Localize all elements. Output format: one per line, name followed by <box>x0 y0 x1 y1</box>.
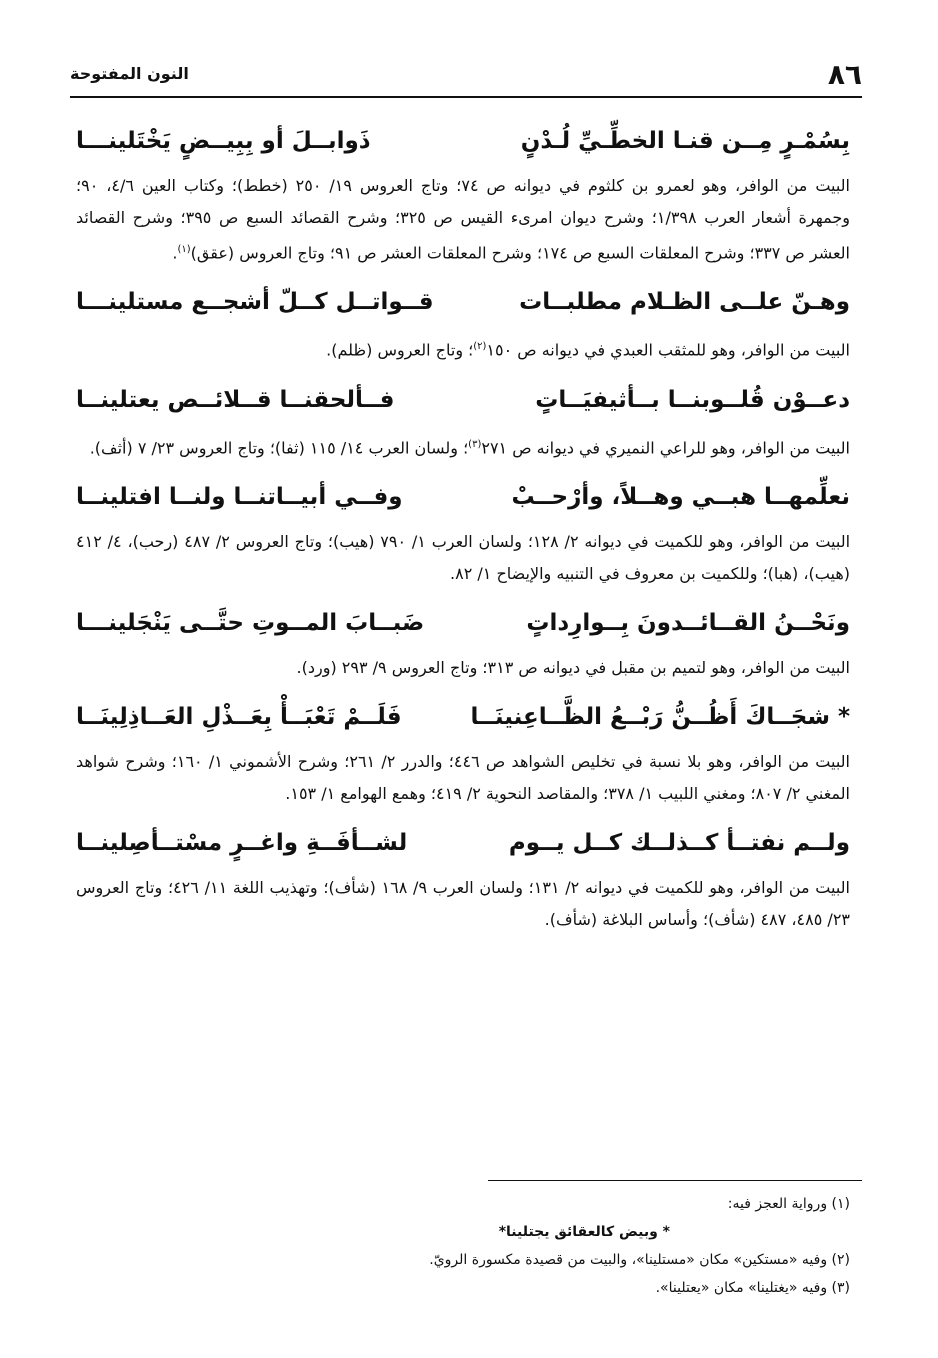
verse-note <box>76 331 850 366</box>
entry <box>76 273 850 366</box>
note-text: البيت من الوافر، وهو لعمرو بن كلثوم في ديوانه ص ٧٤؛ وتاج العروس ١٩/ ٢٥٠ (خطط)؛ وكتاب العين ٤/٦، ٩٠؛ وجمهرة أشعار العرب ١/٣٩٨؛ وشرح ديوان امرىء القيس ص ٣٢٥؛ وشرح القصائد السبع ص ٣٩٥؛ وشرح القصائد العشر ص ٣٣٧؛ وشرح المعلقات السبع ص ١٧٤؛ وشرح المعلقات العشر ص ٩١؛ وتاج العروس (عقق) <box>76 176 851 263</box>
verse <box>76 273 850 331</box>
entry <box>76 468 850 590</box>
note-text: البيت من الوافر، وهو للراعي النميري في ديوانه ص ٢٧١ <box>481 437 850 457</box>
hemistich-first: نعلِّمهــا هبــي وهــلاً، وأرْحــبْ <box>511 483 850 510</box>
entry <box>76 594 850 684</box>
footnote-3: (٣) وفيه «يغتلينا» مكان «يعتلينا». <box>655 1280 850 1296</box>
entry <box>76 112 850 269</box>
hemistich-first: ولــم نفتــأ كــذلــك كــل يــوم <box>508 829 850 856</box>
hemistich-first: ونَحْــنُ القــائــدونَ بِــوارِداتٍ <box>526 609 850 636</box>
hemistich-first: * شجَــاكَ أَظُــنُّ رَبْــعُ الظَّــاعِنينَــا <box>470 703 850 730</box>
hemistich-first: بِسُمْـرٍ مِــن قنـا الخطِّـيِّ لُـدْنٍ <box>520 128 850 154</box>
hemistich-second: لشــأفَــةِ واغــرٍ مسْتــأصِلينــا <box>76 829 408 856</box>
note-text-tail: ؛ وتاج العروس (ظلم). <box>326 340 474 360</box>
hemistich-second: وفــي أبيــاتنــا ولنــا افتلينــا <box>76 483 403 510</box>
running-title: النون المفتوحة <box>70 64 197 83</box>
footnote-ref: (١) <box>177 244 191 255</box>
entry <box>76 814 850 936</box>
hemistich-first: دعــوْن قُلــوبنــا بــأثيفيَــاتٍ <box>535 386 850 413</box>
verse <box>76 594 850 652</box>
verse-note <box>76 429 850 464</box>
hemistich-second: ضَبــابَ المــوتِ حتَّــى يَنْجَلينـــا <box>76 609 425 636</box>
verse-note: البيت من الوافر، وهو للكميت في ديوانه ٢/ ١٣١؛ ولسان العرب ٩/ ١٦٨ (شأف)؛ وتهذيب اللغة ١١/ ٤٢٦؛ وتاج العروس ٢٣/ ٤٨٥، ٤٨٧ (شأف)؛ وأساس البلاغة (شأف). <box>76 877 850 929</box>
footnote-ref: (٢) <box>473 341 487 353</box>
page-header <box>70 56 862 98</box>
hemistich-second: فــألحقنــا قــلائــص يعتلينــا <box>76 386 395 413</box>
footnotes <box>76 1190 850 1302</box>
hemistich-second: فَلَــمْ تَعْبَــأْ بِعَــذْلِ العَــاذِلِينَــا <box>76 703 402 730</box>
page-number: ٨٦ <box>820 58 862 91</box>
verse <box>76 371 850 429</box>
note-text: البيت من الوافر، وهو للمثقب العبدي في ديوانه ص ١٥٠ <box>486 340 850 360</box>
verse <box>76 468 850 526</box>
verse-note: البيت من الوافر، وهو بلا نسبة في تخليص الشواهد ص ٤٤٦؛ والدرر ٢/ ٢٦١؛ وشرح الأشموني ١/ ١٦٠؛ وشرح شواهد المغني ٢/ ٨٠٧؛ ومغني اللبيب ١/ ٣٧٨؛ والمقاصد النحوية ٢/ ٤١٩؛ وهمع الهوامع ١/ ١٥٣. <box>76 751 850 803</box>
hemistich-second: قــواتــل كــلّ أشجــع مستلينـــا <box>76 289 434 316</box>
note-text-tail: ؛ ولسان العرب ١٤/ ١١٥ (ثفا)؛ وتاج العروس ٢٣/ ٧ (أثف). <box>89 437 469 457</box>
hemistich-first: وهـنّ علــى الظـلام مطلبــات <box>519 289 850 316</box>
hemistich-second: ذَوابــلَ أو بِبِيــضٍ يَخْتَلينـــا <box>76 128 371 154</box>
verse <box>76 112 850 170</box>
footnote-divider <box>488 1180 862 1181</box>
footnote-2: (٢) وفيه «مستكين» مكان «مستلينا»، والبيت من قصيدة مكسورة الرويّ. <box>429 1252 850 1268</box>
footnote-1: (١) ورواية العجز فيه: <box>727 1196 850 1212</box>
entry <box>76 371 850 464</box>
verse-note: البيت من الوافر، وهو لتميم بن مقبل في ديوانه ص ٣١٣؛ وتاج العروس ٩/ ٢٩٣ (ورد). <box>296 657 850 677</box>
verse-note: البيت من الوافر، وهو لعمرو بن كلثوم في ديوانه ص ٧٤؛ وتاج العروس ١٩/ ٢٥٠ (خطط)؛ وكتاب العين ٤/٦، ٩٠؛ وجمهرة أشعار العرب ١/٣٩٨؛ وشرح ديوان امرىء القيس ص ٣٢٥؛ وشرح القصائد السبع ص ٣٩٥؛ وشرح القصائد العشر ص ٣٣٧؛ وشرح المعلقات السبع ص ١٧٤؛ وشرح المعلقات العشر ص ٩١؛ وتاج العروس (عقق)$^{(١)}$. <box>76 176 851 263</box>
verse-note: البيت من الوافر، وهو للكميت في ديوانه ٢/ ١٢٨؛ ولسان العرب ١/ ٧٩٠ (هيب)؛ وتاج العروس ٢/ ٤٨٧ (رحب)، ٤/ ٤١٢ (هيب)، (هبا)؛ وللكميت بن معروف في التنبيه والإيضاح ١/ ٨٢. <box>76 531 851 583</box>
entry <box>76 688 850 810</box>
entries <box>76 112 850 940</box>
verse <box>76 688 850 746</box>
footnote-1-verse: * وبيض كالعقائق يجتلينا* <box>498 1224 670 1240</box>
footnote-ref: (٣) <box>468 438 482 450</box>
verse <box>76 814 850 872</box>
